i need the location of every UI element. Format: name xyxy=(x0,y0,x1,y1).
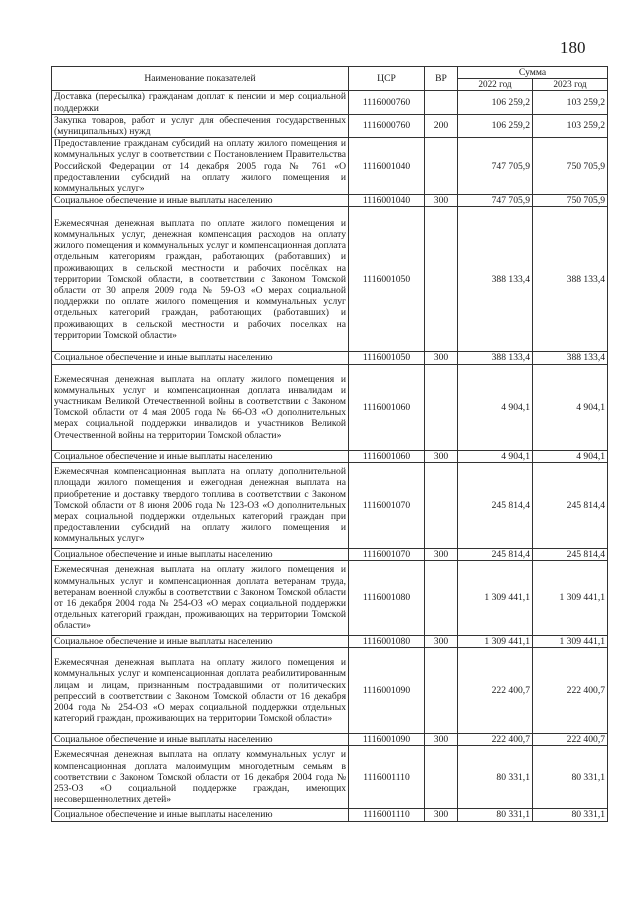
row-sum-2023: 4 904,1 xyxy=(533,450,608,462)
row-csr: 1116001080 xyxy=(349,636,425,648)
table-row xyxy=(52,195,608,207)
row-csr: 1116001090 xyxy=(349,734,425,746)
budget-table xyxy=(51,66,608,822)
table-row xyxy=(52,548,608,560)
row-csr: 1116001090 xyxy=(349,648,425,734)
row-sum-2023: 388 133,4 xyxy=(533,352,608,364)
row-sum-2022: 80 331,1 xyxy=(458,746,533,809)
row-sum-2023: 1 309 441,1 xyxy=(533,561,608,636)
row-vr xyxy=(425,91,458,114)
row-csr: 1116001040 xyxy=(349,195,425,207)
row-name: Ежемесячная компенсационная выплата на оплату дополнительной площади жилого помещения и ежегодная денежная выплата на приобретение и доставку твердого топлива в соответствии с Законом Томской области от 8 июня 2006 года № 123-ОЗ «О дополнительных мерах социальной поддержки отдельных категорий граждан при предоставлении субсидий на оплату жилого помещения и коммунальных услуг» xyxy=(52,462,349,548)
table-row xyxy=(52,91,608,114)
row-name: Ежемесячная денежная выплата на оплату жилого помещения и коммунальных услуг и компенсационная доплата инвалидам и участникам Великой Отечественной войны в соответствии с Законом Томской области от 4 мая 2005 года № 66-ОЗ «О дополнительных мерах социальной поддержки инвалидов и участников Великой Отечественной войны на территории Томской области» xyxy=(52,364,349,450)
row-sum-2022: 747 705,9 xyxy=(458,138,533,195)
row-sum-2023: 750 705,9 xyxy=(533,195,608,207)
row-sum-2023: 245 814,4 xyxy=(533,462,608,548)
row-name: Ежемесячная денежная выплата на оплату жилого помещения и коммунальных услуг и компенсационная доплата реабилитированным лицам и лицам, признанным пострадавшими от политических репрессий в соответствии с Законом Томской области от 16 декабря 2004 года № 254-ОЗ «О мерах социальной поддержки отдельных категорий граждан, проживающих на территории Томской области» xyxy=(52,648,349,734)
row-sum-2022: 1 309 441,1 xyxy=(458,561,533,636)
row-name: Социальное обеспечение и иные выплаты населению xyxy=(52,450,349,462)
row-vr xyxy=(425,364,458,450)
table-row xyxy=(52,809,608,821)
row-sum-2022: 106 259,2 xyxy=(458,91,533,114)
header-year-2022: 2022 год xyxy=(458,79,533,91)
table-row xyxy=(52,138,608,195)
row-sum-2022: 4 904,1 xyxy=(458,450,533,462)
row-sum-2022: 4 904,1 xyxy=(458,364,533,450)
row-sum-2023: 222 400,7 xyxy=(533,734,608,746)
row-vr: 300 xyxy=(425,548,458,560)
header-name: Наименование показателей xyxy=(52,67,349,91)
row-csr: 1116001050 xyxy=(349,207,425,352)
row-name: Ежемесячная денежная выплата по оплате жилого помещения и коммунальных услуг, денежная компенсация расходов на оплату жилого помещения и коммунальных услуг и компенсационная доплата отдельным категориям граждан, работающих (работавших) и проживающих в сельской местности и рабочих посёлках на территории Томской области, в соответствии с Законом Томской области от 30 апреля 2009 года № 59-ОЗ «О мерах социальной поддержки по оплате жилого помещения и коммунальных услуг отдельных категорий граждан, работающих (работавших) и проживающих в сельской местности и рабочих поселках на территории Томской области» xyxy=(52,207,349,352)
row-vr: 200 xyxy=(425,114,458,137)
row-vr: 300 xyxy=(425,352,458,364)
table-row xyxy=(52,636,608,648)
table-row xyxy=(52,734,608,746)
row-sum-2023: 103 259,2 xyxy=(533,91,608,114)
row-sum-2022: 245 814,4 xyxy=(458,548,533,560)
row-vr: 300 xyxy=(425,636,458,648)
table-row xyxy=(52,561,608,636)
row-name: Социальное обеспечение и иные выплаты населению xyxy=(52,809,349,821)
table-row xyxy=(52,364,608,450)
row-vr: 300 xyxy=(425,809,458,821)
row-csr: 1116001080 xyxy=(349,561,425,636)
row-sum-2022: 80 331,1 xyxy=(458,809,533,821)
row-sum-2023: 245 814,4 xyxy=(533,548,608,560)
row-vr xyxy=(425,138,458,195)
row-name: Предоставление гражданам субсидий на оплату жилого помещения и коммунальных услуг в соответствии с Постановлением Правительства Российской Федерации от 14 декабря 2005 года № 761 «О предоставлении субсидий на оплату жилого помещения и коммунальных услуг» xyxy=(52,138,349,195)
row-csr: 1116001050 xyxy=(349,352,425,364)
row-sum-2022: 388 133,4 xyxy=(458,207,533,352)
header-csr: ЦСР xyxy=(349,67,425,91)
table-row xyxy=(52,746,608,809)
table-row xyxy=(52,462,608,548)
row-name: Закупка товаров, работ и услуг для обеспечения государственных (муниципальных) нужд xyxy=(52,114,349,137)
row-name: Доставка (пересылка) гражданам доплат к пенсии и мер социальной поддержки xyxy=(52,91,349,114)
header-sum: Сумма xyxy=(458,67,608,79)
row-sum-2022: 222 400,7 xyxy=(458,648,533,734)
row-name: Социальное обеспечение и иные выплаты населению xyxy=(52,195,349,207)
row-vr xyxy=(425,207,458,352)
row-name: Социальное обеспечение и иные выплаты населению xyxy=(52,352,349,364)
row-vr xyxy=(425,746,458,809)
row-sum-2023: 222 400,7 xyxy=(533,648,608,734)
row-sum-2023: 1 309 441,1 xyxy=(533,636,608,648)
row-vr xyxy=(425,462,458,548)
page-number: 180 xyxy=(560,38,586,57)
row-csr: 1116001040 xyxy=(349,138,425,195)
header-year-2023: 2023 год xyxy=(533,79,608,91)
table-row xyxy=(52,648,608,734)
row-sum-2023: 80 331,1 xyxy=(533,746,608,809)
row-name: Социальное обеспечение и иные выплаты населению xyxy=(52,734,349,746)
table-row xyxy=(52,114,608,137)
row-sum-2023: 103 259,2 xyxy=(533,114,608,137)
row-csr: 1116001110 xyxy=(349,809,425,821)
row-vr: 300 xyxy=(425,734,458,746)
row-csr: 1116001060 xyxy=(349,450,425,462)
row-vr xyxy=(425,561,458,636)
table-row xyxy=(52,450,608,462)
row-vr: 300 xyxy=(425,450,458,462)
row-csr: 1116001070 xyxy=(349,462,425,548)
row-vr xyxy=(425,648,458,734)
row-name: Социальное обеспечение и иные выплаты населению xyxy=(52,548,349,560)
row-csr: 1116001070 xyxy=(349,548,425,560)
row-sum-2022: 1 309 441,1 xyxy=(458,636,533,648)
row-csr: 1116000760 xyxy=(349,114,425,137)
header-vr: ВР xyxy=(425,67,458,91)
row-name: Ежемесячная денежная выплата на оплату коммунальных услуг и компенсационная доплата малоимущим многодетным семьям в соответствии с Законом Томской области от 16 декабря 2004 года № 253-ОЗ «О социальной поддержке граждан, имеющих несовершеннолетних детей» xyxy=(52,746,349,809)
table-row xyxy=(52,352,608,364)
row-sum-2022: 245 814,4 xyxy=(458,462,533,548)
row-sum-2022: 388 133,4 xyxy=(458,352,533,364)
row-name: Социальное обеспечение и иные выплаты населению xyxy=(52,636,349,648)
row-sum-2023: 4 904,1 xyxy=(533,364,608,450)
row-sum-2023: 388 133,4 xyxy=(533,207,608,352)
table-row xyxy=(52,207,608,352)
row-sum-2022: 106 259,2 xyxy=(458,114,533,137)
row-vr: 300 xyxy=(425,195,458,207)
row-csr: 1116001060 xyxy=(349,364,425,450)
row-sum-2022: 222 400,7 xyxy=(458,734,533,746)
row-sum-2023: 750 705,9 xyxy=(533,138,608,195)
row-name: Ежемесячная денежная выплата на оплату жилого помещения и коммунальных услуг и компенсационная доплата ветеранам труда, ветеранам военной службы в соответствии с Законом Томской области от 16 декабря 2004 года № 254-ОЗ «О мерах социальной поддержки отдельных категорий граждан, проживающих на территории Томской области» xyxy=(52,561,349,636)
row-csr: 1116001110 xyxy=(349,746,425,809)
row-sum-2023: 80 331,1 xyxy=(533,809,608,821)
row-sum-2022: 747 705,9 xyxy=(458,195,533,207)
row-csr: 1116000760 xyxy=(349,91,425,114)
